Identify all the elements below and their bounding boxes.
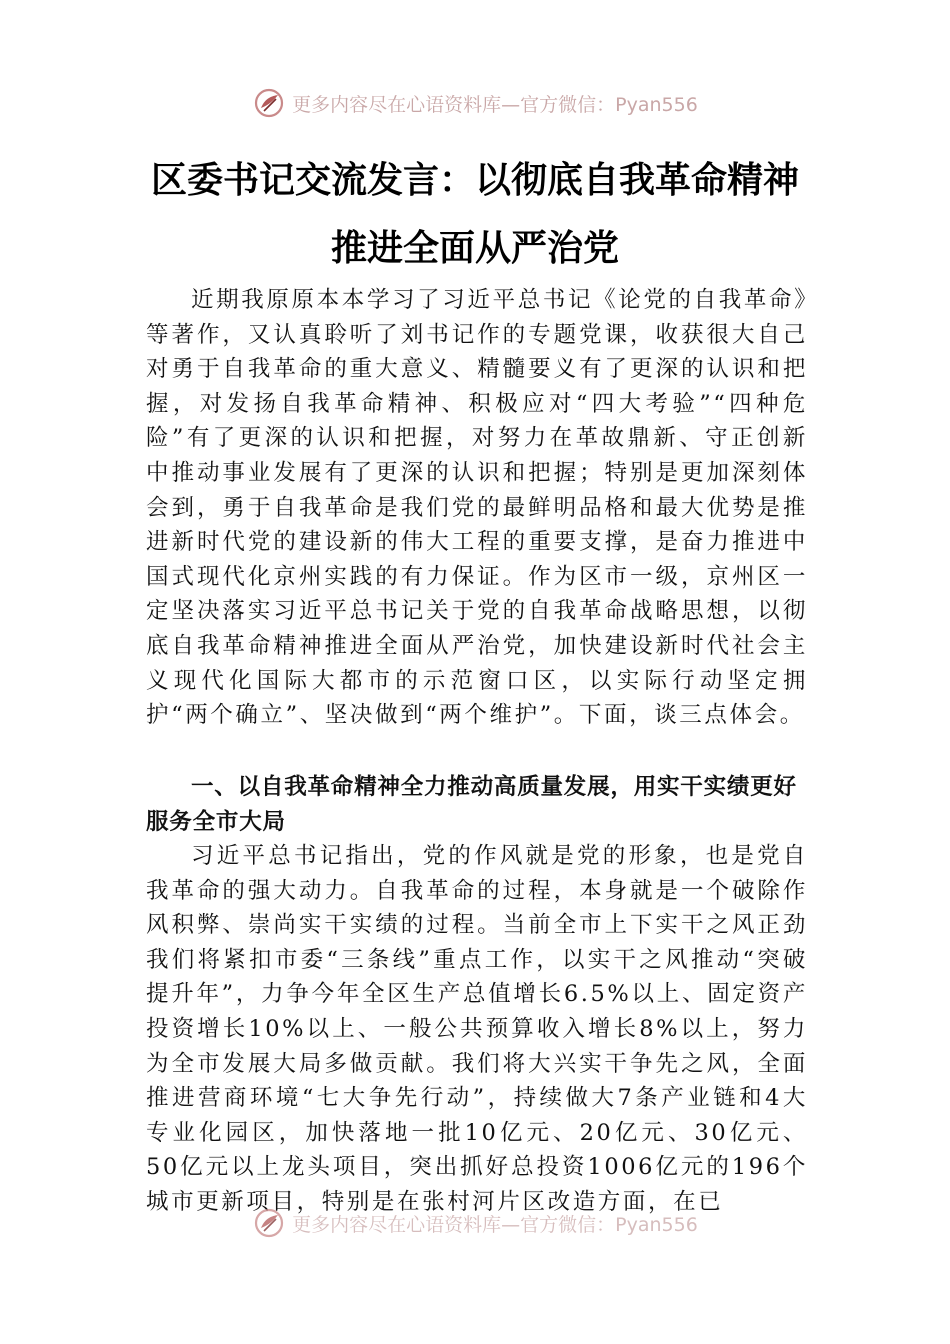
paragraph-section-1: 习近平总书记指出，党的作风就是党的形象，也是党自我革命的强大动力。自我革命的过程，本身就是一个破除作风积弊、崇尚实干实绩的过程。当前全市上下实干之风正劲我们将紧扣市委“三条线”重点工作，以实干之风推动“突破提升年”，力争今年全区生产总值增长6.5%以上、固定资产投资增长10%以上、一般公共预算收入增长8%以上，努力为全市发展大局多做贡献。我们将大兴实干争先之风，全面推进营商环境“七大争先行动”，持续做大7条产业链和4大专业化园区，加快落地一批10亿元、20亿元、30亿元、50亿元以上龙头项目，突出抓好总投资1006亿元的196个城市更新项目，特别是在张村河片区改造方面，在已: [146, 843, 808, 1215]
document-title-line-2: 推进全面从严治党: [330, 227, 619, 269]
document-title-line-1: 区委书记交流发言：以彻底自我革命精神: [150, 159, 799, 201]
paragraph-intro: 近期我原原本本学习了习近平总书记《论党的自我革命》等著作，又认真聆听了刘书记作的专题党课，收获很大自己对勇于自我革命的重大意义、精髓要义有了更深的认识和把握，对发扬自我革命精神、积极应对“四大考验”“四种危险”有了更深的认识和把握，对努力在革故鼎新、守正创新中推动事业发展有了更深的认识和把握；特别是更加深刻体会到，勇于自我革命是我们党的最鲜明品格和最大优势是推进新时代党的建设新的伟大工程的重要支撑，是奋力推进中国式现代化京州实践的有力保证。作为区市一级，京州区一定坚决落实习近平总书记关于党的自我革命战略思想，以彻底自我革命精神推进全面从严治党，加快建设新时代社会主义现代化国际大都市的示范窗口区，以实际行动坚定拥护“两个确立”、坚决做到“两个维护”。下面，谈三点体会。: [146, 287, 808, 729]
section-heading-1: 一、以自我革命精神全力推动高质量发展，用实干实绩更好服务全市大局: [146, 774, 797, 835]
logo-icon: [252, 1206, 286, 1240]
watermark-footer: [0, 1206, 950, 1240]
watermark-text: 更多内容尽在心语资料库—官方微信：Pyan556: [292, 1213, 698, 1236]
watermark-text: 更多内容尽在心语资料库—官方微信：Pyan556: [292, 93, 698, 116]
